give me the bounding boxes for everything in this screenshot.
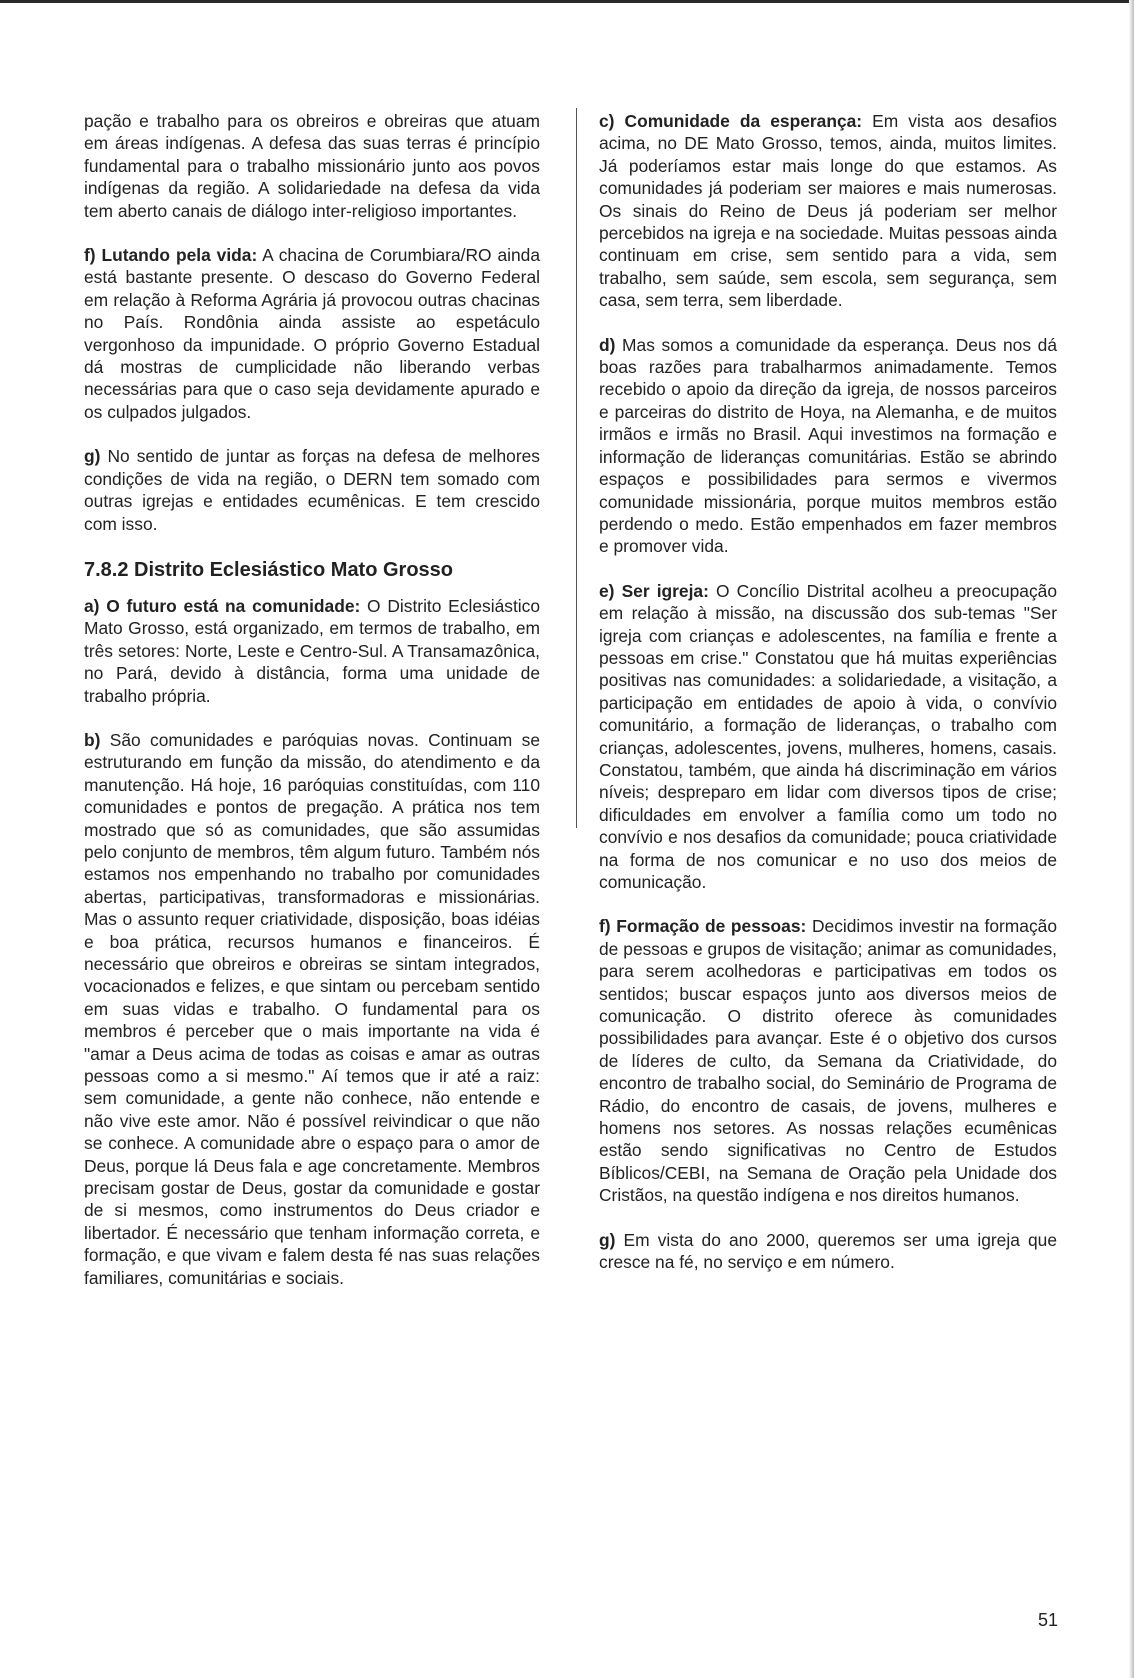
paragraph-e-ser-igreja xyxy=(599,580,1057,894)
paragraph-a-futuro xyxy=(84,595,540,707)
paragraph-d-label: d) xyxy=(599,334,616,355)
paragraph-d-somos xyxy=(599,334,1057,558)
paragraph-a-label: a) O futuro está na comunidade: xyxy=(84,595,361,616)
page-top-edge xyxy=(0,0,1134,3)
paragraph-g-label: g) xyxy=(84,446,101,467)
paragraph-b-comunidades xyxy=(84,729,540,1289)
page-right-edge xyxy=(1129,0,1134,1678)
paragraph-f-formacao xyxy=(599,915,1057,1206)
paragraph-e-text: O Concílio Distrital acolheu a preocupação em relação à missão, na discussão dos sub-temas "Ser igreja com crianças e adolescentes, na família e frente a pessoas em crise." Constatou que há muitas experiências positivas nas comunidades: a solidariedade, a visitação, a participação em entidades de apoio à vida, o convívio comunitário, a formação de lideranças, o trabalho com crianças, adolescentes, jovens, mulheres, homens, casais. Constatou, também, que ainda há discriminação em vários níveis; despreparo em lidar com diversos tipos de crise; dificuldades em envolver a família como um todo no convívio e nos desafios da comunidade; pouca criatividade na forma de nos comunicar e no uso dos meios de comunicação. xyxy=(599,580,1057,892)
paragraph-f2-label: f) Formação de pessoas: xyxy=(599,916,807,937)
paragraph-g2-text: Em vista do ano 2000, queremos ser uma igreja que cresce na fé, no serviço e em número. xyxy=(599,1229,1057,1273)
paragraph-g2-label: g) xyxy=(599,1229,616,1250)
left-column xyxy=(84,110,540,1311)
paragraph-f-label: f) Lutando pela vida: xyxy=(84,245,258,266)
paragraph-g-forcas xyxy=(84,445,540,535)
column-divider xyxy=(576,108,577,828)
paragraph-f2-text: Decidimos investir na formação de pessoas e grupos de visitação; animar as comunidades, para serem acolhedoras e participativas em todos os sentidos; buscar espaços junto aos diversos meios de comunicação. O distrito oferece às comunidades possibilidades para avançar. Este é o objetivo dos cursos de líderes de culto, da Semana da Criatividade, do encontro de trabalho social, do Seminário de Programa de Rádio, do encontro de casais, de jovens, mulheres e homens nos setores. As nossas relações ecumênicas estão sendo significativas no Centro de Estudos Bíblicos/CEBI, na Semana de Oração pela Unidade dos Cristãos, na questão indígena e nos direitos humanos. xyxy=(599,916,1057,1206)
paragraph-d-text: Mas somos a comunidade da esperança. Deus nos dá boas razões para trabalharmos animadamente. Temos recebido o apoio da direção da igreja, de nossos parceiros e parceiras do distrito de Hoya, na Alemanha, e de muitos irmãos e irmãs no Brasil. Aqui investimos na formação e informação de lideranças comunitárias. Estão se abrindo espaços e possibilidades para sermos e vivermos comunidade missionária, porque muitos membros estão perdendo o medo. Estão empenhados em fazer membros e promover vida. xyxy=(599,334,1057,557)
section-title: 7.8.2 Distrito Eclesiástico Mato Grosso xyxy=(84,558,454,581)
paragraph-g-ano-2000 xyxy=(599,1229,1057,1274)
paragraph-f-text: A chacina de Corumbiara/RO ainda está bastante presente. O descaso do Governo Federal em relação à Reforma Agrária já provocou outras chacinas no País. Rondônia ainda assiste ao espetáculo vergonhoso da impunidade. O próprio Governo Estadual dá mostras de cumplicidade não liberando verbas necessárias para que o caso seja devidamente apurado e os culpados julgados. xyxy=(84,245,540,422)
paragraph-e-label: e) Ser igreja: xyxy=(599,580,709,601)
paragraph-c-text: Em vista aos desafios acima, no DE Mato Grosso, temos, ainda, muitos limites. Já poderíamos estar mais longe do que estamos. As comunidades já poderiam ser maiores e mais numerosas. Os sinais do Reino de Deus já poderiam ser melhor percebidos na igreja e na sociedade. Muitas pessoas ainda continuam em crise, sem sentido para a vida, sem trabalho, sem saúde, sem escola, sem segurança, sem casa, sem terra, sem liberdade. xyxy=(599,111,1057,311)
right-column xyxy=(599,110,1057,1296)
paragraph-b-label: b) xyxy=(84,729,101,750)
paragraph-g-text: No sentido de juntar as forças na defesa de melhores condições de vida na região, o DERN tem somado com outras igrejas e entidades ecumênicas. E tem crescido com isso. xyxy=(84,446,540,534)
paragraph-intro-text: pação e trabalho para os obreiros e obreiras que atuam em áreas indígenas. A defesa das suas terras é princípio fundamental para o trabalho missionário junto aos povos indígenas da região. A solidariedade na defesa da vida tem aberto canais de diálogo inter-religioso importantes. xyxy=(84,111,540,221)
paragraph-intro xyxy=(84,110,540,222)
paragraph-f-lutando-pela-vida xyxy=(84,244,540,423)
page-number: 51 xyxy=(1038,1610,1059,1630)
paragraph-a-text: O Distrito Eclesiástico Mato Grosso, está organizado, em termos de trabalho, em três setores: Norte, Leste e Centro-Sul. A Transamazônica, no Pará, devido à distância, forma uma unidade de trabalho própria. xyxy=(84,595,541,706)
paragraph-c-esperanca xyxy=(599,110,1057,312)
paragraph-c-label: c) Comunidade da esperança: xyxy=(599,111,863,131)
paragraph-b-text: São comunidades e paróquias novas. Continuam se estruturando em função da missão, do atendimento e da manutenção. Há hoje, 16 paróquias constituídas, com 110 comunidades e pontos de pregação. A prática nos tem mostrado que só as comunidades, que são assumidas pelo conjunto de membros, têm algum futuro. Também nós estamos nos empenhando no trabalho por comunidades abertas, participativas, transformadoras e missionárias. Mas o assunto requer criatividade, disposição, boas idéias e boa prática, recursos humanos e financeiros. É necessário que obreiros e obreiras se sintam integrados, vocacionados e felizes, e que sintam ou percebam sentido em suas vidas e trabalho. O fundamental para os membros é perceber que o mais importante na vida é "amar a Deus acima de todas as coisas e amar as outras pessoas como a si mesmo." Aí temos que ir até a raiz: sem comunidade, a gente não conhece, não entende e não vive este amor. Não é possível reivindicar o que não se conhece. A comunidade abre o espaço para o amor de Deus, porque lá Deus fala e age concretamente. Membros precisam gostar de Deus, gostar da comunidade e gostar de si mesmos, como instrumentos do Deus criador e libertador. É necessário que tenham informação correta, e formação, e que vivam e falem desta fé nas suas relações familiares, comunitárias e sociais. xyxy=(84,729,540,1288)
